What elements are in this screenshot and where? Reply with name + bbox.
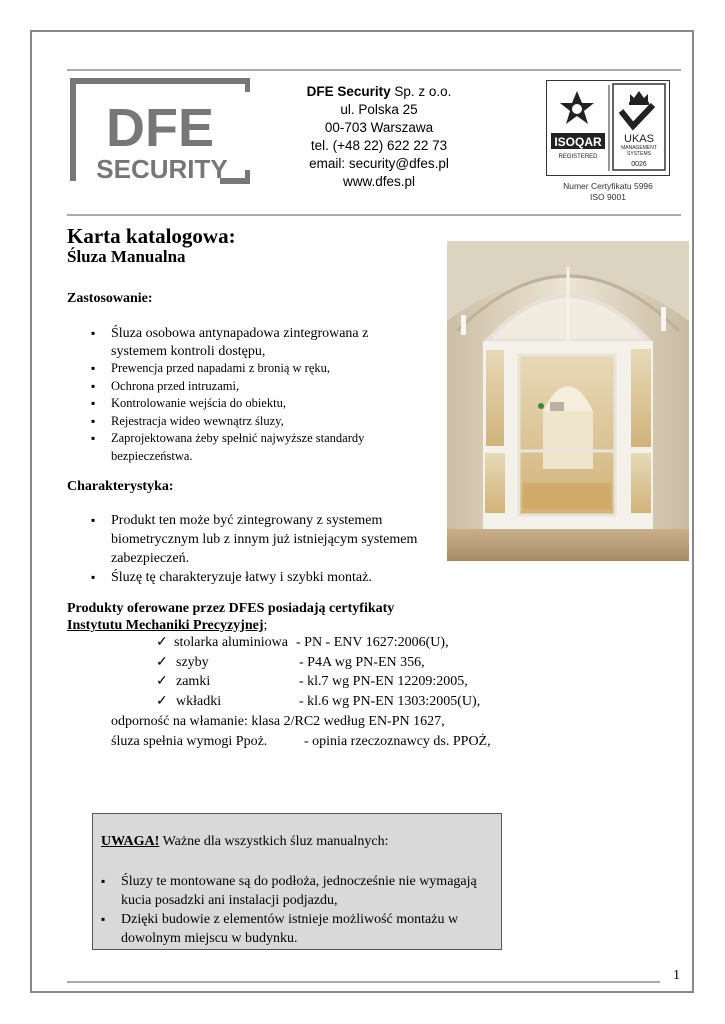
company-phone: tel. (+48 22) 622 22 73 [310,138,448,153]
ukas-tick-icon [621,105,653,126]
check-value: - kl.6 wg PN-EN 1303:2005(U), [299,693,481,709]
registered-label: REGISTERED [558,154,598,160]
check-icon: ✓ [156,674,168,689]
certificates-extra [111,712,491,751]
check-name: wkładki [176,693,222,709]
fire-right: - opinia rzeczoznawcy ds. PPOŻ, [304,733,491,749]
company-name-line [290,83,468,101]
certificate-number: Numer Certyfikatu 5996 [563,181,653,191]
ukas-mark [613,84,665,170]
company-city: 00-703 Warszawa [324,120,434,135]
feature-item: ▪ Śluzę tę charakteryzuje łatwy i szybki montaż. [89,568,419,587]
check-icon: ✓ [156,654,168,670]
check-icon: ✓ [156,693,168,709]
check-value: - PN - ENV 1627:2006(U), [296,635,449,650]
certificates-heading-line2-wrap [67,617,394,634]
page-title: Karta katalogowa: [67,224,236,248]
check-name: szyby [176,654,209,670]
header-rule-top [67,69,681,71]
usage-heading: Zastosowanie: [67,291,153,306]
usage-item: ▪ Rejestracja wideo wewnątrz śluzy, [89,413,419,431]
check-name: zamki [176,674,211,689]
ukas-label: UKAS [624,133,654,145]
warning-item: ▪ Dzięki budowie z elementów istnieje możliwość montażu w dowolnym miejscu w budynku. [99,910,494,948]
usage-item: ▪ Śluza osobowa antynapadowa zintegrowana z systemem kontroli dostępu, [89,325,419,360]
check-value: - kl.7 wg PN-EN 12209:2005, [299,674,468,689]
warning-text: Ważne dla wszystkich śluz manualnych: [159,834,389,849]
logo-text-security: SECURITY [96,154,228,184]
certification-box [546,80,670,176]
warning-item: ▪ Śluzy te montowane są do podłoża, jednocześnie nie wymagają kucia posadzki ani instalacji podjazdu, [99,872,494,910]
page-number: 1 [673,968,680,983]
certificate-standard: ISO 9001 [590,192,626,202]
usage-list [89,325,419,465]
certificates-heading-line1: Produkty oferowane przez DFES posiadają certyfikaty [67,601,395,616]
crown-icon [629,91,649,105]
certification-marks [547,81,669,175]
company-info [290,83,468,191]
resistance-line: odporność na włamanie: klasa 2/RC2 według EN-PN 1627, [111,714,445,729]
ukas-sub2: SYSTEMS [627,151,651,157]
feature-item: ▪ Produkt ten może być zintegrowany z systemem biometrycznym lub z innym już istniejącym systemem zabezpieczeń. [89,511,419,568]
isoqar-mark [551,91,605,160]
usage-item: ▪ Prewencja przed napadami z bronią w ręku, [89,360,419,378]
company-email: email: security@dfes.pl [309,156,449,171]
certificates-heading-line2: Instytutu Mechaniki Precyzyjnej [67,618,264,633]
usage-item: ▪ Ochrona przed intruzami, [89,378,419,396]
usage-item: ▪ Kontrolowanie wejścia do obiektu, [89,395,419,413]
ukas-number: 0026 [631,161,647,168]
warning-list [99,872,494,948]
fire-left: śluza spełnia wymogi Ppoż. [111,733,268,749]
check-value: - P4A wg PN-EN 356, [299,654,425,670]
isoqar-label: ISOQAR [554,135,602,149]
dfe-security-logo [70,78,250,184]
features-heading: Charakterystyka: [67,479,174,494]
usage-item: ▪ Zaprojektowana żeby spełnić najwyższe standardy bezpieczeństwa. [89,430,419,465]
header-rule-bottom [67,214,681,216]
fire-line [111,732,491,752]
company-form: Sp. z o.o. [390,84,452,99]
company-website: www.dfes.pl [342,174,416,189]
product-photo [447,241,689,561]
company-street: ul. Polska 25 [340,102,418,117]
certificates-heading [67,600,394,634]
check-icon: ✓ [156,635,168,650]
certificates-heading-suffix: ; [263,618,268,633]
page-subtitle: Śluza Manualna [67,247,186,266]
logo-text-dfe: DFE [106,98,214,158]
check-name: stolarka aluminiowa [174,635,288,650]
features-list [89,511,419,587]
warning-label: UWAGA! [101,834,160,849]
ukas-sub1: MANAGEMENT [621,145,657,151]
company-name: DFE Security [306,84,391,99]
certificate-caption [548,181,668,203]
warning-box [92,813,502,950]
warning-title [101,834,389,850]
footer-rule [67,981,660,983]
